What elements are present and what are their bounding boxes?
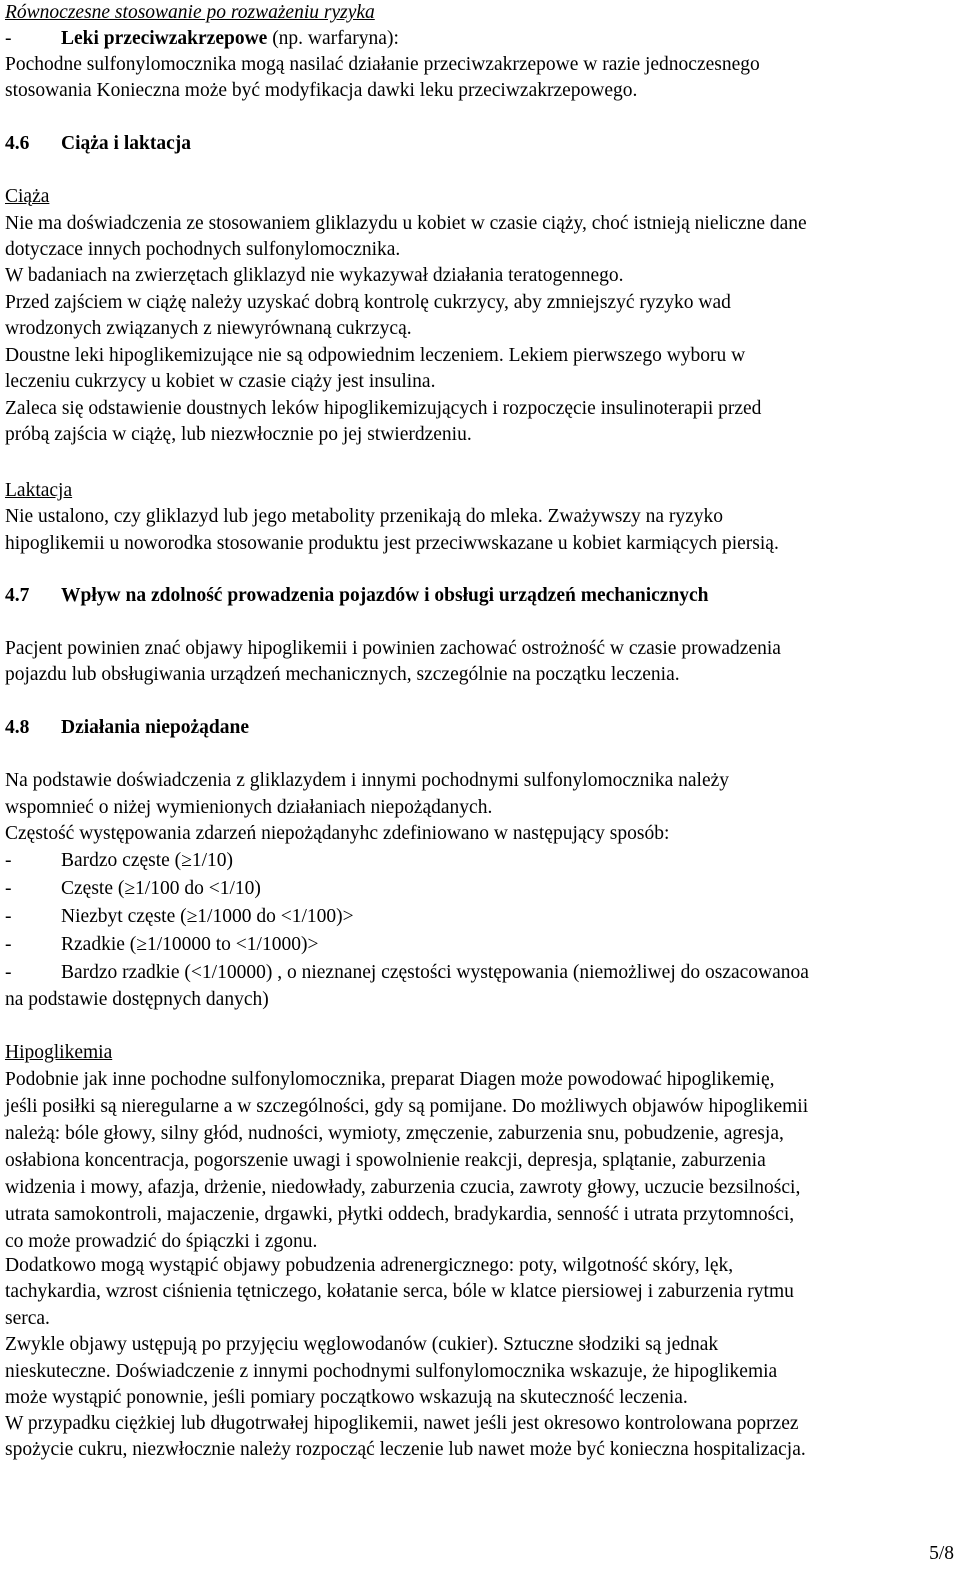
list-dash: - xyxy=(5,934,12,955)
frequency-item: Rzadkie (≥1/10000 to <1/1000)> xyxy=(61,934,319,955)
paragraph-line: na podstawie dostępnych danych) xyxy=(5,989,269,1010)
paragraph-line: osłabiona koncentracja, pogorszenie uwagi i spowolnienie reakcji, depresja, splątanie, zaburzenia xyxy=(5,1150,766,1171)
frequency-item: Bardzo częste (≥1/10) xyxy=(61,850,234,871)
drug-class-label: Leki przeciwzakrzepowe xyxy=(61,28,268,49)
paragraph-line: nieskuteczne. Doświadczenie z innymi pochodnymi sulfonylomocznika wskazuje, że hipoglikemia xyxy=(5,1361,778,1382)
paragraph-line: może wystąpić ponownie, jeśli pomiary początkowo wskazują na skuteczność leczenia. xyxy=(5,1387,688,1408)
frequency-item: Częste (≥1/100 do <1/10) xyxy=(61,878,261,899)
section-heading: Wpływ na zdolność prowadzenia pojazdów i obsługi urządzeń mechanicznych xyxy=(61,585,709,606)
list-dash: - xyxy=(5,906,12,927)
subsection-caption: Równoczesne stosowanie po rozważeniu ryzyka xyxy=(5,2,375,23)
drug-class-example: (np. warfaryna): xyxy=(267,28,399,49)
list-item xyxy=(61,26,399,52)
paragraph-line: Zaleca się odstawienie doustnych leków hipoglikemizujących i rozpoczęcie insulinoterapii przed xyxy=(5,398,762,419)
subheading-hypoglycemia: Hipoglikemia xyxy=(5,1042,113,1063)
section-heading: Działania niepożądane xyxy=(61,717,249,738)
paragraph-line: Przed zajściem w ciążę należy uzyskać dobrą kontrolę cukrzycy, aby zmniejszyć ryzyko wad xyxy=(5,292,731,313)
paragraph-line: tachykardia, wzrost ciśnienia tętniczego, kołatanie serca, bóle w klatce piersiowej i zaburzenia rytmu xyxy=(5,1281,794,1302)
section-heading: Ciąża i laktacja xyxy=(61,133,191,154)
section-number: 4.6 xyxy=(5,133,30,154)
list-dash: - xyxy=(5,850,12,871)
list-dash: - xyxy=(5,28,12,49)
section-number: 4.8 xyxy=(5,717,30,738)
paragraph-line: Nie ustalono, czy gliklazyd lub jego metabolity przenikają do mleka. Zważywszy na ryzyko xyxy=(5,506,724,527)
paragraph-line: Dodatkowo mogą wystąpić objawy pobudzenia adrenergicznego: poty, wilgotność skóry, lęk, xyxy=(5,1255,734,1276)
page-number: 5/8 xyxy=(929,1543,954,1564)
paragraph-line: należą: bóle głowy, silny głód, nudności, wymioty, zmęczenie, zaburzenia snu, pobudzenie, agresja, xyxy=(5,1123,784,1144)
paragraph-line: wrodzonych związanych z niewyrównaną cukrzycą. xyxy=(5,318,412,339)
paragraph-line: dotyczace innych pochodnych sulfonylomocznika. xyxy=(5,239,401,260)
subheading-pregnancy: Ciąża xyxy=(5,186,50,207)
paragraph-line: Podobnie jak inne pochodne sulfonylomocznika, preparat Diagen może powodować hipoglikemię, xyxy=(5,1069,775,1090)
frequency-item: Bardzo rzadkie (<1/10000) , o nieznanej częstości występowania (niemożliwej do oszacowanoa xyxy=(61,962,809,983)
list-dash: - xyxy=(5,962,12,983)
paragraph-line: próbą zajścia w ciążę, lub niezwłocznie po jej stwierdzeniu. xyxy=(5,424,472,445)
paragraph-line: widzenia i mowy, afazja, drżenie, niedowłady, zaburzenia czucia, zawroty głowy, uczucie bezsilności, xyxy=(5,1177,801,1198)
paragraph-line: W badaniach na zwierzętach gliklazyd nie wykazywał działania teratogennego. xyxy=(5,265,624,286)
paragraph-line: Częstość występowania zdarzeń niepożądanyhc zdefiniowano w następujący sposób: xyxy=(5,823,670,844)
paragraph-line: Pacjent powinien znać objawy hipoglikemii i powinien zachować ostrożność w czasie prowadzenia xyxy=(5,638,781,659)
list-dash: - xyxy=(5,878,12,899)
frequency-item: Niezbyt częste (≥1/1000 do <1/100)> xyxy=(61,906,354,927)
paragraph-line: Doustne leki hipoglikemizujące nie są odpowiednim leczeniem. Lekiem pierwszego wyboru w xyxy=(5,345,746,366)
paragraph-line: jeśli posiłki są nieregularne a w szczególności, gdy są pomijane. Do możliwych objawów hipoglikemii xyxy=(5,1096,809,1117)
paragraph-line: hipoglikemii u noworodka stosowanie produktu jest przeciwwskazane u kobiet karmiących piersią. xyxy=(5,533,779,554)
paragraph-line: co może prowadzić do śpiączki i zgonu. xyxy=(5,1231,318,1252)
paragraph-line: spożycie cukru, niezwłocznie należy rozpocząć leczenie lub nawet może być konieczna hospitalizacja. xyxy=(5,1439,806,1460)
paragraph-line: stosowania Konieczna może być modyfikacja dawki leku przeciwzakrzepowego. xyxy=(5,80,638,101)
paragraph-line: utrata samokontroli, majaczenie, drgawki, płytki oddech, bradykardia, senność i utrata przytomności, xyxy=(5,1204,795,1225)
subheading-lactation: Laktacja xyxy=(5,480,73,501)
paragraph-line: Na podstawie doświadczenia z gliklazydem i innymi pochodnymi sulfonylomocznika należy xyxy=(5,770,730,791)
paragraph-line: Zwykle objawy ustępują po przyjęciu węglowodanów (cukier). Sztuczne słodziki są jednak xyxy=(5,1334,719,1355)
paragraph-line: Nie ma doświadczenia ze stosowaniem gliklazydu u kobiet w czasie ciąży, choć istnieją nieliczne dane xyxy=(5,213,807,234)
paragraph-line: W przypadku ciężkiej lub długotrwałej hipoglikemii, nawet jeśli jest okresowo kontrolowana poprzez xyxy=(5,1413,799,1434)
paragraph-line: pojazdu lub obsługiwania urządzeń mechanicznych, szczególnie na początku leczenia. xyxy=(5,664,680,685)
paragraph-line: serca. xyxy=(5,1308,50,1329)
section-number: 4.7 xyxy=(5,585,30,606)
paragraph-line: wspomnieć o niżej wymienionych działaniach niepożądanych. xyxy=(5,797,493,818)
paragraph-line: Pochodne sulfonylomocznika mogą nasilać działanie przeciwzakrzepowe w razie jednoczesnego xyxy=(5,54,760,75)
paragraph-line: leczeniu cukrzycy u kobiet w czasie ciąży jest insulina. xyxy=(5,371,436,392)
